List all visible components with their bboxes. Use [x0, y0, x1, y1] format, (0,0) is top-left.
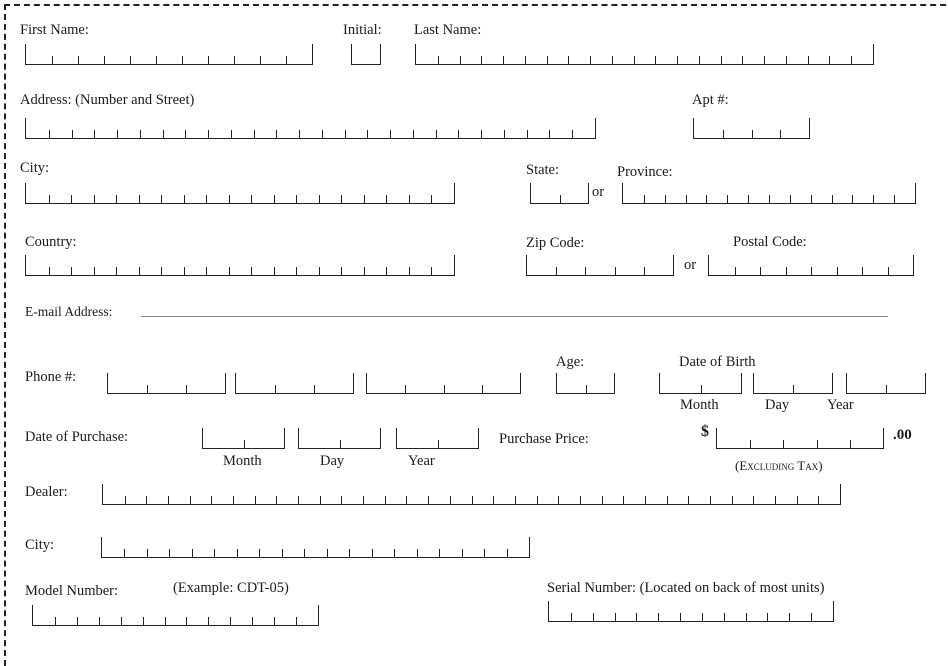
field-tick — [721, 56, 722, 64]
field-tick — [259, 549, 260, 557]
field-tick — [644, 195, 645, 203]
field-tick — [314, 385, 315, 393]
field-tick — [345, 130, 346, 138]
field-tick — [585, 267, 586, 275]
last-name-label: Last Name: — [414, 22, 482, 38]
field-tick — [274, 195, 275, 203]
field-tick — [888, 267, 889, 275]
field-tick — [428, 496, 429, 504]
field-tick — [811, 267, 812, 275]
field-tick — [458, 130, 459, 138]
field-tick — [549, 130, 550, 138]
last-name-field[interactable] — [415, 44, 874, 65]
field-tick — [276, 496, 277, 504]
initial-label: Initial: — [343, 22, 382, 38]
field-tick — [710, 496, 711, 504]
field-tick — [276, 130, 277, 138]
field-tick — [298, 496, 299, 504]
model-number-label: Model Number: — [25, 583, 119, 599]
zip-code-field[interactable] — [526, 255, 674, 276]
field-tick — [251, 267, 252, 275]
field-tick — [677, 56, 678, 64]
field-tick — [723, 130, 724, 138]
field-tick — [206, 195, 207, 203]
email-field[interactable] — [141, 316, 888, 317]
field-tick — [78, 56, 79, 64]
field-tick — [775, 496, 776, 504]
field-tick — [341, 496, 342, 504]
field-tick — [699, 56, 700, 64]
field-tick — [790, 195, 791, 203]
country-field[interactable] — [25, 255, 455, 276]
field-tick — [254, 130, 255, 138]
field-tick — [104, 56, 105, 64]
field-tick — [296, 267, 297, 275]
field-tick — [372, 549, 373, 557]
field-tick — [862, 267, 863, 275]
field-tick — [184, 267, 185, 275]
field-tick — [386, 267, 387, 275]
field-tick — [811, 195, 812, 203]
field-tick — [156, 56, 157, 64]
field-tick — [873, 195, 874, 203]
field-tick — [612, 56, 613, 64]
field-tick — [688, 496, 689, 504]
field-tick — [139, 195, 140, 203]
field-tick — [686, 195, 687, 203]
field-tick — [244, 440, 245, 448]
field-tick — [341, 267, 342, 275]
field-tick — [547, 56, 548, 64]
field-tick — [817, 440, 818, 448]
field-tick — [851, 56, 852, 64]
field-tick — [55, 617, 56, 625]
field-tick — [481, 130, 482, 138]
field-tick — [525, 56, 526, 64]
field-tick — [590, 56, 591, 64]
field-tick — [636, 613, 637, 621]
address-field[interactable] — [25, 118, 596, 139]
cents-label: .00 — [893, 427, 912, 443]
field-tick — [124, 549, 125, 557]
city-field[interactable] — [25, 183, 455, 204]
field-tick — [568, 56, 569, 64]
field-tick — [808, 56, 809, 64]
country-label: Country: — [25, 234, 77, 250]
field-tick — [484, 549, 485, 557]
field-tick — [493, 496, 494, 504]
field-tick — [886, 385, 887, 393]
field-tick — [233, 496, 234, 504]
field-tick — [615, 267, 616, 275]
state-or-label: or — [592, 184, 605, 200]
field-tick — [185, 130, 186, 138]
field-tick — [436, 130, 437, 138]
field-tick — [850, 440, 851, 448]
field-tick — [116, 267, 117, 275]
field-tick — [811, 613, 812, 621]
dob-day-caption: Day — [765, 397, 790, 413]
purchase-day-caption: Day — [320, 453, 345, 469]
dob-label: Date of Birth — [679, 354, 756, 370]
field-tick — [593, 613, 594, 621]
field-tick — [322, 130, 323, 138]
field-tick — [472, 496, 473, 504]
serial-number-field[interactable] — [548, 601, 834, 622]
field-tick — [409, 267, 410, 275]
field-tick — [94, 195, 95, 203]
field-tick — [71, 195, 72, 203]
field-tick — [363, 496, 364, 504]
field-tick — [852, 195, 853, 203]
field-tick — [251, 195, 252, 203]
email-label: E-mail Address: — [25, 304, 113, 319]
purchase-price-label: Purchase Price: — [499, 431, 589, 447]
field-tick — [49, 130, 50, 138]
apt-label: Apt #: — [692, 92, 729, 108]
field-tick — [658, 613, 659, 621]
field-tick — [214, 549, 215, 557]
field-tick — [746, 613, 747, 621]
purchase-price-field[interactable] — [716, 428, 884, 449]
dob-year-caption: Year — [827, 397, 854, 413]
field-tick — [146, 496, 147, 504]
field-tick — [644, 267, 645, 275]
field-tick — [444, 385, 445, 393]
field-tick — [147, 385, 148, 393]
field-tick — [147, 549, 148, 557]
field-tick — [367, 130, 368, 138]
field-tick — [438, 56, 439, 64]
dob-year-field[interactable] — [846, 373, 926, 394]
field-tick — [77, 617, 78, 625]
age-label: Age: — [556, 354, 585, 370]
apt-field[interactable] — [693, 118, 810, 139]
first-name-field[interactable] — [25, 44, 313, 65]
dob-month-caption: Month — [680, 397, 719, 413]
field-tick — [390, 130, 391, 138]
field-tick — [319, 267, 320, 275]
field-tick — [667, 496, 668, 504]
field-tick — [49, 267, 50, 275]
dealer-city-label: City: — [25, 537, 55, 553]
field-tick — [832, 195, 833, 203]
dob-month-field[interactable] — [659, 373, 742, 394]
field-tick — [71, 267, 72, 275]
field-tick — [417, 549, 418, 557]
field-tick — [169, 549, 170, 557]
field-tick — [793, 385, 794, 393]
field-tick — [439, 549, 440, 557]
field-tick — [431, 267, 432, 275]
zip-or-label: or — [684, 257, 697, 273]
field-tick — [615, 613, 616, 621]
initial-field[interactable] — [351, 44, 381, 65]
field-tick — [140, 130, 141, 138]
field-tick — [786, 56, 787, 64]
field-tick — [481, 56, 482, 64]
field-tick — [385, 496, 386, 504]
model-number-field[interactable] — [32, 605, 319, 626]
field-tick — [558, 496, 559, 504]
field-tick — [72, 130, 73, 138]
field-tick — [394, 549, 395, 557]
field-tick — [701, 385, 702, 393]
field-tick — [515, 496, 516, 504]
field-tick — [208, 130, 209, 138]
field-tick — [130, 56, 131, 64]
field-tick — [742, 56, 743, 64]
field-tick — [274, 267, 275, 275]
field-tick — [341, 195, 342, 203]
field-tick — [117, 130, 118, 138]
field-tick — [229, 267, 230, 275]
field-tick — [504, 130, 505, 138]
field-tick — [623, 496, 624, 504]
field-tick — [94, 267, 95, 275]
field-tick — [602, 496, 603, 504]
field-tick — [735, 267, 736, 275]
field-tick — [349, 549, 350, 557]
field-tick — [460, 56, 461, 64]
purchase-month-field[interactable] — [202, 428, 285, 449]
field-tick — [274, 617, 275, 625]
field-tick — [260, 56, 261, 64]
field-tick — [438, 440, 439, 448]
phone-number-field[interactable] — [366, 373, 521, 394]
field-tick — [52, 56, 53, 64]
province-label: Province: — [617, 164, 673, 180]
field-tick — [299, 130, 300, 138]
purchase-day-field[interactable] — [298, 428, 381, 449]
field-tick — [797, 496, 798, 504]
dealer-field[interactable] — [102, 484, 841, 505]
postal-code-field[interactable] — [708, 255, 914, 276]
field-tick — [49, 195, 50, 203]
field-tick — [99, 617, 100, 625]
field-tick — [190, 496, 191, 504]
phone-label: Phone #: — [25, 369, 77, 385]
dealer-city-field[interactable] — [101, 537, 530, 558]
field-tick — [450, 496, 451, 504]
field-tick — [680, 613, 681, 621]
field-tick — [783, 440, 784, 448]
date-of-purchase-label: Date of Purchase: — [25, 429, 129, 445]
age-field[interactable] — [556, 373, 615, 394]
field-tick — [320, 496, 321, 504]
field-tick — [786, 267, 787, 275]
field-tick — [818, 496, 819, 504]
field-tick — [230, 617, 231, 625]
field-tick — [702, 613, 703, 621]
first-name-label: First Name: — [20, 22, 89, 38]
field-tick — [231, 130, 232, 138]
field-tick — [252, 617, 253, 625]
field-tick — [234, 56, 235, 64]
field-tick — [186, 617, 187, 625]
field-tick — [431, 195, 432, 203]
field-tick — [753, 496, 754, 504]
field-tick — [760, 267, 761, 275]
field-tick — [143, 617, 144, 625]
field-tick — [527, 130, 528, 138]
field-tick — [94, 130, 95, 138]
dob-day-field[interactable] — [753, 373, 833, 394]
field-tick — [163, 130, 164, 138]
field-tick — [161, 195, 162, 203]
field-tick — [340, 440, 341, 448]
field-tick — [286, 56, 287, 64]
field-tick — [645, 496, 646, 504]
field-tick — [229, 195, 230, 203]
field-tick — [304, 549, 305, 557]
field-tick — [413, 130, 414, 138]
purchase-month-caption: Month — [223, 453, 262, 469]
dealer-label: Dealer: — [25, 484, 68, 500]
serial-number-label: Serial Number: (Located on back of most units) — [547, 580, 825, 596]
excluding-tax-note: (Excluding Tax) — [735, 458, 823, 473]
field-tick — [764, 56, 765, 64]
field-tick — [139, 267, 140, 275]
field-tick — [789, 613, 790, 621]
field-tick — [406, 496, 407, 504]
field-tick — [386, 195, 387, 203]
field-tick — [750, 440, 751, 448]
phone-area-code-field[interactable] — [107, 373, 226, 394]
field-tick — [560, 195, 561, 203]
field-tick — [586, 385, 587, 393]
field-tick — [571, 613, 572, 621]
field-tick — [706, 195, 707, 203]
field-tick — [748, 195, 749, 203]
field-tick — [208, 56, 209, 64]
zip-code-label: Zip Code: — [526, 235, 585, 251]
field-tick — [572, 130, 573, 138]
field-tick — [296, 617, 297, 625]
field-tick — [752, 130, 753, 138]
field-tick — [116, 195, 117, 203]
field-tick — [665, 195, 666, 203]
field-tick — [364, 195, 365, 203]
field-tick — [409, 195, 410, 203]
province-field[interactable] — [622, 183, 916, 204]
field-tick — [206, 267, 207, 275]
address-label: Address: (Number and Street) — [20, 92, 195, 108]
field-tick — [319, 195, 320, 203]
field-tick — [724, 613, 725, 621]
field-tick — [537, 496, 538, 504]
field-tick — [780, 130, 781, 138]
field-tick — [296, 195, 297, 203]
city-label: City: — [20, 160, 50, 176]
field-tick — [165, 617, 166, 625]
field-tick — [182, 56, 183, 64]
field-tick — [727, 195, 728, 203]
field-tick — [192, 549, 193, 557]
field-tick — [767, 613, 768, 621]
field-tick — [732, 496, 733, 504]
field-tick — [211, 496, 212, 504]
field-tick — [186, 385, 187, 393]
field-tick — [829, 56, 830, 64]
field-tick — [275, 385, 276, 393]
field-tick — [364, 267, 365, 275]
field-tick — [405, 385, 406, 393]
field-tick — [327, 549, 328, 557]
field-tick — [837, 267, 838, 275]
state-label: State: — [526, 162, 560, 178]
postal-code-label: Postal Code: — [733, 234, 807, 250]
field-tick — [769, 195, 770, 203]
field-tick — [168, 496, 169, 504]
field-tick — [503, 56, 504, 64]
dollar-sign: $ — [701, 423, 709, 440]
field-tick — [482, 385, 483, 393]
field-tick — [507, 549, 508, 557]
field-tick — [580, 496, 581, 504]
field-tick — [237, 549, 238, 557]
field-tick — [556, 267, 557, 275]
state-field[interactable] — [530, 183, 589, 204]
field-tick — [161, 267, 162, 275]
field-tick — [184, 195, 185, 203]
field-tick — [894, 195, 895, 203]
model-example-note: (Example: CDT-05) — [173, 580, 289, 596]
field-tick — [125, 496, 126, 504]
purchase-year-field[interactable] — [396, 428, 479, 449]
field-tick — [255, 496, 256, 504]
field-tick — [121, 617, 122, 625]
purchase-year-caption: Year — [408, 453, 435, 469]
field-tick — [634, 56, 635, 64]
field-tick — [655, 56, 656, 64]
field-tick — [208, 617, 209, 625]
field-tick — [462, 549, 463, 557]
phone-prefix-field[interactable] — [235, 373, 354, 394]
field-tick — [282, 549, 283, 557]
